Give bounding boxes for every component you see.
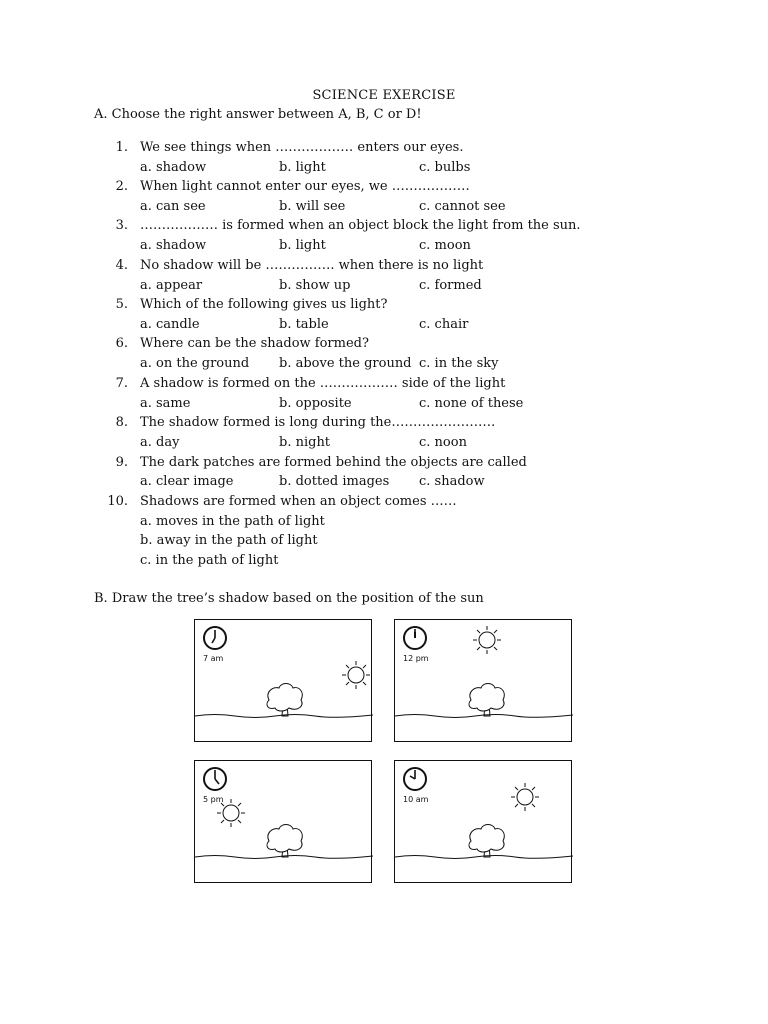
scene (195, 620, 373, 743)
drawing-panel-5pm[interactable] (194, 760, 372, 883)
page-title: SCIENCE EXERCISE (312, 88, 456, 103)
question-number: 8. (115, 415, 128, 430)
option-a: a. shadow (140, 160, 207, 175)
option-a: a. moves in the path of light (140, 514, 325, 529)
question-text: Shadows are formed when an object comes …… (140, 494, 457, 509)
question-text: When light cannot enter our eyes, we ……………… (140, 179, 470, 194)
option-a: a. appear (140, 278, 203, 293)
option-c: c. shadow (419, 474, 485, 489)
drawing-panel-10am[interactable] (394, 760, 572, 883)
time-label: 7 am (203, 654, 224, 663)
option-b: b. light (279, 160, 326, 175)
option-c: c. none of these (419, 396, 524, 411)
option-b: b. light (279, 238, 326, 253)
scene (395, 761, 573, 884)
option-a: a. candle (140, 317, 200, 332)
clock-icon (404, 768, 426, 790)
time-label: 12 pm (403, 654, 429, 663)
question-text: A shadow is formed on the ……………… side of the light (140, 376, 506, 391)
option-a: a. day (140, 435, 180, 450)
clock-icon (204, 768, 226, 790)
time-label: 5 pm (203, 795, 224, 804)
question-number: 5. (115, 297, 128, 312)
tree-icon (267, 825, 302, 858)
option-b: b. night (279, 435, 331, 450)
option-b: b. above the ground (279, 356, 412, 371)
option-a: a. can see (140, 199, 206, 214)
question-text: The dark patches are formed behind the objects are called (140, 455, 527, 470)
question-number: 6. (115, 336, 128, 351)
option-b: b. show up (279, 278, 351, 293)
clock-icon (204, 627, 226, 649)
section-a-instruction: A. Choose the right answer between A, B, C or D! (94, 107, 422, 122)
option-c: c. chair (419, 317, 469, 332)
option-b: b. opposite (279, 396, 352, 411)
tree-icon (469, 825, 504, 858)
sun-icon (473, 626, 501, 654)
tree-icon (469, 684, 504, 717)
option-b: b. dotted images (279, 474, 390, 489)
option-a: a. clear image (140, 474, 234, 489)
option-a: a. on the ground (140, 356, 250, 371)
question-number: 10. (107, 494, 128, 509)
question-text: Which of the following gives us light? (140, 297, 388, 312)
sun-icon (342, 661, 370, 689)
question-text: The shadow formed is long during the…………………… (140, 415, 496, 430)
option-a: a. shadow (140, 238, 207, 253)
drawing-panel-7am[interactable] (194, 619, 372, 742)
section-b-instruction: B. Draw the tree’s shadow based on the position of the sun (94, 591, 484, 606)
clock-icon (404, 627, 426, 649)
question-number: 4. (115, 258, 128, 273)
question-number: 3. (115, 218, 128, 233)
option-c: c. bulbs (419, 160, 471, 175)
sun-icon (511, 783, 539, 811)
option-b: b. will see (279, 199, 346, 214)
option-c: c. noon (419, 435, 467, 450)
tree-icon (267, 684, 302, 717)
question-text: We see things when ……………… enters our eyes. (140, 140, 464, 155)
option-c: c. in the path of light (140, 553, 279, 568)
time-label: 10 am (403, 795, 429, 804)
option-c: c. moon (419, 238, 471, 253)
option-c: c. formed (419, 278, 482, 293)
question-text: ……………… is formed when an object block the light from the sun. (140, 218, 581, 233)
option-b: b. away in the path of light (140, 533, 318, 548)
option-b: b. table (279, 317, 329, 332)
drawing-panel-12pm[interactable] (394, 619, 572, 742)
option-a: a. same (140, 396, 191, 411)
option-c: c. in the sky (419, 356, 499, 371)
question-number: 2. (115, 179, 128, 194)
question-number: 1. (115, 140, 128, 155)
question-number: 9. (115, 455, 128, 470)
question-number: 7. (115, 376, 128, 391)
option-c: c. cannot see (419, 199, 506, 214)
scene (195, 761, 373, 884)
question-text: Where can be the shadow formed? (140, 336, 369, 351)
question-text: No shadow will be ……………. when there is no light (140, 258, 484, 273)
scene (395, 620, 573, 743)
